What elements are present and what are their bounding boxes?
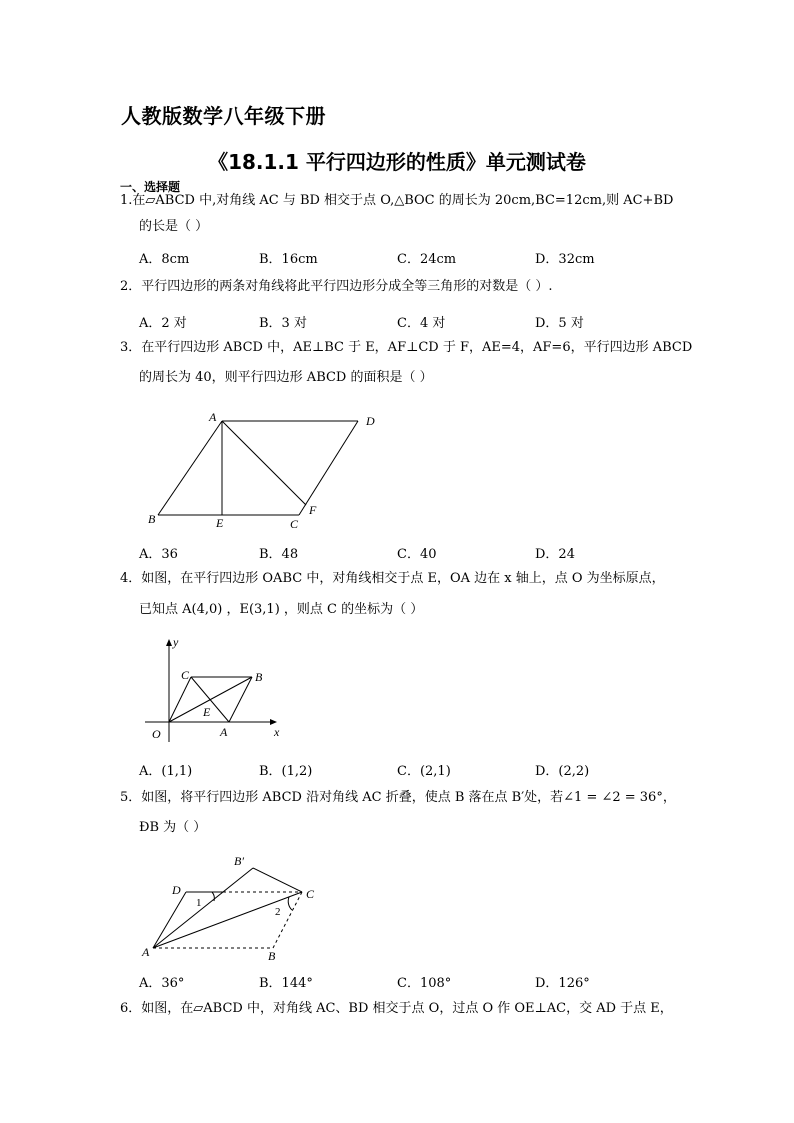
q1-option-d: D．32cm	[535, 252, 595, 267]
q5-stem-line1: 5．如图，将平行四边形 ABCD 沿对角线 AC 折叠，使点 B 落在点 B′处，若∠1 = ∠2 = 36°，	[120, 790, 676, 805]
q3-label-a: A	[209, 410, 217, 424]
q1-option-c: C．24cm	[397, 252, 457, 267]
q3-stem-line2: 的周长为 40，则平行四边形 ABCD 的面积是（ ）	[139, 370, 433, 385]
q5-label-b-prime: B′	[234, 854, 244, 868]
q3-figure-parallelogram	[140, 405, 390, 540]
q3-label-f: F	[309, 503, 317, 517]
q3-segment-cd	[299, 421, 358, 515]
section-heading: 一、选择题	[120, 180, 181, 194]
q3-option-a: A．36	[139, 547, 178, 562]
q1-option-b: B．16cm	[259, 252, 318, 267]
q5-label-angle-1: 1	[196, 897, 202, 909]
q3-segment-ab	[158, 421, 222, 515]
q3-option-d: D．24	[535, 547, 575, 562]
q4-label-y: y	[173, 635, 179, 649]
q5-segment-b-prime-c	[253, 868, 302, 892]
q4-label-x: x	[274, 725, 280, 739]
q3-option-c: C．40	[397, 547, 437, 562]
q5-segment-ab-prime	[153, 868, 253, 948]
q5-stem-line2: ÐB 为（ ）	[139, 820, 207, 835]
q1-stem-line1: 1.在▱ABCD 中,对角线 AC 与 BD 相交于点 O,△BOC 的周长为 20cm,BC=12cm,则 AC+BD	[120, 193, 674, 208]
q2-option-c: C．4 对	[397, 316, 446, 331]
q4-figure-coordinate-plane	[140, 632, 300, 752]
q1-option-a: A．8cm	[139, 252, 190, 267]
q5-segment-bc-original	[273, 892, 302, 948]
q4-label-e: E	[203, 705, 211, 719]
q3-label-d: D	[366, 414, 375, 428]
q5-option-d: D．126°	[535, 976, 590, 991]
q5-label-c: C	[306, 887, 315, 901]
q6-stem-line1: 6．如图，在▱ABCD 中，对角线 AC、BD 相交于点 O，过点 O 作 OE⊥AC，交 AD 于点 E，	[120, 1001, 673, 1016]
q5-figure-folded-parallelogram	[140, 850, 330, 965]
q5-option-b: B．144°	[259, 976, 313, 991]
q5-diagonal-ac	[153, 892, 302, 948]
q5-label-b: B	[268, 949, 276, 963]
q4-label-o: O	[152, 727, 161, 741]
q5-option-a: A．36°	[139, 976, 185, 991]
q2-option-b: B．3 对	[259, 316, 307, 331]
q4-label-a: A	[220, 725, 228, 739]
q4-option-c: C．(2,1)	[397, 764, 451, 779]
q2-option-d: D．5 对	[535, 316, 584, 331]
q1-stem-line2: 的长是（ ）	[139, 219, 209, 234]
q4-segment-co	[169, 677, 191, 722]
q5-label-d: D	[172, 883, 181, 897]
q5-label-a: A	[142, 945, 150, 959]
q3-option-b: B．48	[259, 547, 299, 562]
q2-option-a: A．2 对	[139, 316, 187, 331]
q5-angle-2-arc	[288, 897, 292, 910]
q4-stem-line1: 4．如图，在平行四边形 OABC 中，对角线相交于点 E，OA 边在 x 轴上，点 O 为坐标原点，	[120, 571, 665, 586]
q4-option-b: B．(1,2)	[259, 764, 313, 779]
q3-segment-af	[222, 421, 306, 505]
q4-label-b: B	[255, 670, 263, 684]
q4-stem-line2: 已知点 A(4,0) ，E(3,1) ，则点 C 的坐标为（ ）	[139, 602, 424, 617]
q5-label-angle-2: 2	[275, 906, 281, 918]
q4-label-c: C	[181, 668, 190, 682]
q4-option-a: A．(1,1)	[139, 764, 193, 779]
document-title: 人教版数学八年级下册	[121, 104, 326, 128]
q2-stem: 2．平行四边形的两条对角线将此平行四边形分成全等三角形的对数是（ ）.	[120, 279, 553, 294]
document-subtitle: 《18.1.1 平行四边形的性质》单元测试卷	[208, 150, 586, 174]
q4-option-d: D．(2,2)	[535, 764, 590, 779]
q5-option-c: C．108°	[397, 976, 452, 991]
q3-stem-line1: 3．在平行四边形 ABCD 中，AE⊥BC 于 E，AF⊥CD 于 F，AE=4，AF=6，平行四边形 ABCD	[120, 340, 693, 355]
q5-segment-ad	[153, 892, 186, 948]
q3-label-e: E	[216, 516, 224, 530]
q3-label-c: C	[290, 517, 299, 531]
q3-label-b: B	[148, 512, 156, 526]
